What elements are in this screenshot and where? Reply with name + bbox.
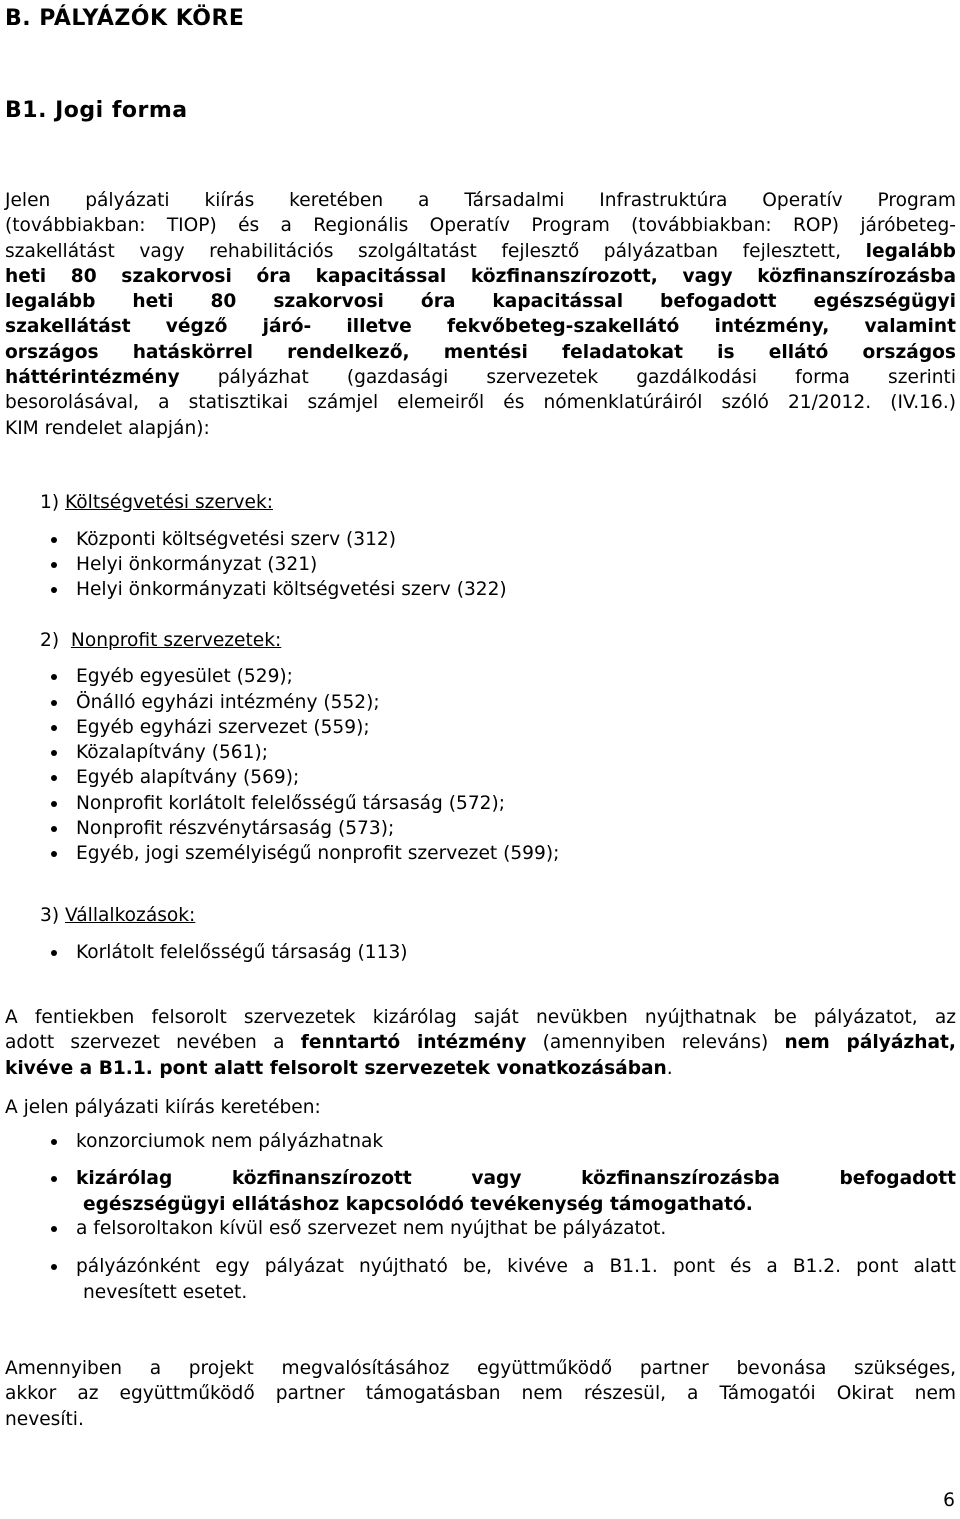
- intro-line: [5, 365, 956, 390]
- intro-line: [5, 239, 956, 264]
- para-line: nevesíti.: [5, 1408, 84, 1430]
- para-text: (amennyiben releváns): [526, 1032, 785, 1054]
- intro-line: legalább heti 80 szakorvosi óra kapacitással befogadott egészségügyi: [5, 291, 956, 313]
- intro-line: besorolásával, a statisztikai számjel elemeiről és nómenklatúráiról szóló 21/2012. (IV.16.): [5, 392, 956, 414]
- list-item: Központi költségvetési szerv (312): [76, 529, 396, 550]
- intro-paragraph: [5, 188, 956, 441]
- group-title: Nonprofit szervezetek:: [70, 630, 282, 651]
- para-bold: fenntartó intézmény: [300, 1032, 527, 1054]
- intro-bold: legalább: [865, 240, 956, 262]
- list-item: Nonprofit korlátolt felelősségű társaság (572);: [76, 793, 506, 814]
- intro-line: (továbbiakban: TIOP) és a Regionális Operatív Program (továbbiakban: ROP) járóbeteg-: [5, 215, 956, 237]
- para-line: A fentiekben felsorolt szervezetek kizárólag saját nevükben nyújthatnak be pályázatot, az: [5, 1007, 956, 1028]
- para-bold: kivéve a B1.1. pont alatt felsorolt szervezetek vonatkozásában: [5, 1057, 667, 1079]
- para-line: [5, 1030, 956, 1055]
- para-line: akkor az együttműködő partner támogatásban nem részesül, a Támogatói Okirat nem: [5, 1383, 956, 1405]
- intro-line: országos hatáskörrel rendelkező, mentési feladatokat is ellátó országos: [5, 341, 956, 363]
- subsection-heading: B1. Jogi forma: [5, 98, 188, 123]
- intro-line: KIM rendelet alapján):: [5, 417, 210, 439]
- restriction-line: pályázónként egy pályázat nyújtható be, kivéve a B1.1. pont és a B1.2. pont alatt: [76, 1256, 956, 1277]
- eligibility-paragraph: [5, 1005, 956, 1081]
- para-line: Amennyiben a projekt megvalósításához együttműködő partner bevonása szükséges,: [5, 1358, 956, 1379]
- para-line: [5, 1056, 956, 1081]
- group-number: 2): [40, 630, 60, 651]
- restriction-item: a felsoroltakon kívül eső szervezet nem nyújthat be pályázatot.: [76, 1218, 667, 1239]
- restriction-item: [76, 1256, 956, 1277]
- intro-bold: háttérintézmény: [5, 367, 180, 389]
- para-bold: nem pályázhat,: [784, 1032, 956, 1054]
- intro-text: szakellátást vagy rehabilitációs szolgáltatást fejlesztő pályázatban fejlesztett,: [5, 240, 866, 262]
- list-item: Helyi önkormányzat (321): [76, 554, 318, 575]
- list-item: Egyéb alapítvány (569);: [76, 767, 300, 788]
- restriction-line: kizárólag közfinanszírozott vagy közfinanszírozásba befogadott: [76, 1168, 956, 1189]
- list-item: Egyéb egyházi szervezet (559);: [76, 717, 370, 738]
- list-item: Önálló egyházi intézmény (552);: [76, 692, 380, 713]
- group-title: Költségvetési szervek:: [65, 492, 273, 513]
- restriction-line: nevesített esetet.: [83, 1282, 248, 1303]
- group-3-heading: [40, 905, 195, 926]
- intro-text: pályázhat (gazdasági szervezetek gazdálkodási forma szerinti: [179, 367, 956, 389]
- restrictions-intro: [5, 1095, 956, 1120]
- list-item: Egyéb, jogi személyiségű nonprofit szervezet (599);: [76, 843, 560, 864]
- para-text: adott szervezet nevében a: [5, 1032, 301, 1054]
- page-number: 6: [943, 1490, 955, 1511]
- section-heading: B. PÁLYÁZÓK KÖRE: [5, 6, 245, 31]
- list-item: Korlátolt felelősségű társaság (113): [76, 942, 408, 963]
- list-item: Nonprofit részvénytársaság (573);: [76, 818, 395, 839]
- list-item: Helyi önkormányzati költségvetési szerv (322): [76, 579, 507, 600]
- intro-line: heti 80 szakorvosi óra kapacitással közfinanszírozott, vagy közfinanszírozásba: [5, 265, 956, 287]
- restriction-item: konzorciumok nem pályázhatnak: [76, 1131, 384, 1152]
- group-2-heading: [40, 630, 281, 651]
- list-item: Egyéb egyesület (529);: [76, 666, 293, 687]
- group-number: 1): [40, 492, 60, 513]
- para-text: .: [666, 1057, 673, 1079]
- para-line: A jelen pályázati kiírás keretében:: [5, 1097, 321, 1118]
- intro-line: szakellátást végző járó- illetve fekvőbeteg-szakellátó intézmény, valamint: [5, 316, 956, 338]
- group-title: Vállalkozások:: [65, 905, 196, 926]
- intro-line: Jelen pályázati kiírás keretében a Társadalmi Infrastruktúra Operatív Program: [5, 190, 956, 211]
- restriction-item: [76, 1168, 956, 1189]
- restriction-line: egészségügyi ellátáshoz kapcsolódó tevékenység támogatható.: [83, 1194, 753, 1215]
- group-1-heading: [40, 492, 273, 513]
- group-number: 3): [40, 905, 60, 926]
- list-item: Közalapítvány (561);: [76, 742, 268, 763]
- partner-paragraph: [5, 1356, 956, 1432]
